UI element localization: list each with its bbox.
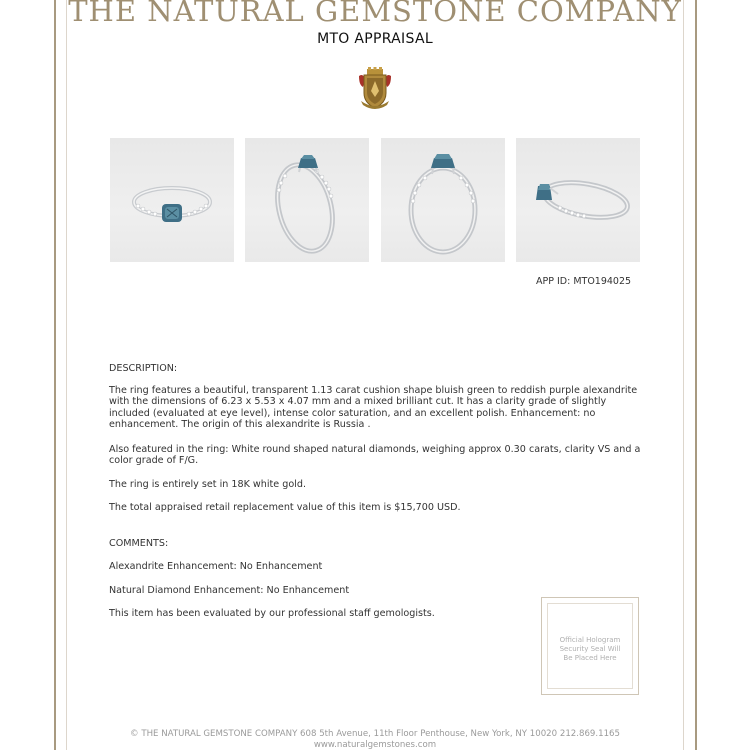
ring-photo-gallery [110, 138, 640, 262]
page-border-inner-left [66, 0, 67, 750]
company-title: THE NATURAL GEMSTONE COMPANY [68, 0, 682, 28]
hologram-seal-placeholder [541, 597, 639, 695]
footer-address: © THE NATURAL GEMSTONE COMPANY 608 5th Avenue, 11th Floor Penthouse, New York, NY 10020 212.869.1165 [130, 729, 620, 739]
page-border-outer-right [695, 0, 697, 750]
document-type-title: MTO APPRAISAL [317, 31, 433, 47]
comment-alexandrite-enhancement: Alexandrite Enhancement: No Enhancement [109, 561, 323, 572]
seal-line-1: Official Hologram [559, 636, 621, 644]
description-heading: DESCRIPTION: [109, 363, 178, 374]
comments-heading: COMMENTS: [109, 538, 169, 549]
ring-photo-2[interactable] [245, 138, 369, 262]
ring-photo-3[interactable] [381, 138, 505, 262]
page-border-inner-right [683, 0, 684, 750]
comment-evaluation-note: This item has been evaluated by our professional staff gemologists. [109, 608, 435, 619]
footer-website-link[interactable]: www.naturalgemstones.com [313, 740, 437, 750]
seal-line-2: Security Seal Will [559, 645, 621, 653]
description-paragraph-value: The total appraised retail replacement value of this item is $15,700 USD. [109, 502, 461, 513]
description-paragraph-gemstone: The ring features a beautiful, transparent 1.13 carat cushion shape bluish green to reddish purple alexandrite with the dimensions of 6.23 x 5.53 x 4.07 mm and a mixed brilliant cut. It has a clarity grade of slightly included (evaluated at eye level), intense color saturation, and an excellent polish. Enhancement: no enhancement. The origin of this alexandrite is Russia . [109, 385, 638, 431]
page-border-outer-left [54, 0, 56, 750]
seal-line-3: Be Placed Here [563, 654, 617, 662]
company-crest-icon [357, 67, 393, 111]
description-paragraph-metal: The ring is entirely set in 18K white gold. [109, 479, 306, 490]
description-paragraph-diamonds: Also featured in the ring: White round shaped natural diamonds, weighing approx 0.30 carats, clarity VS and a color grade of F/G. [109, 444, 641, 467]
ring-photo-4[interactable] [516, 138, 640, 262]
comment-diamond-enhancement: Natural Diamond Enhancement: No Enhancement [109, 585, 350, 596]
hologram-seal-text [548, 636, 632, 663]
hologram-seal-inner-frame [547, 603, 633, 689]
appraisal-id: APP ID: MTO194025 [536, 276, 632, 287]
ring-photo-1[interactable] [110, 138, 234, 262]
